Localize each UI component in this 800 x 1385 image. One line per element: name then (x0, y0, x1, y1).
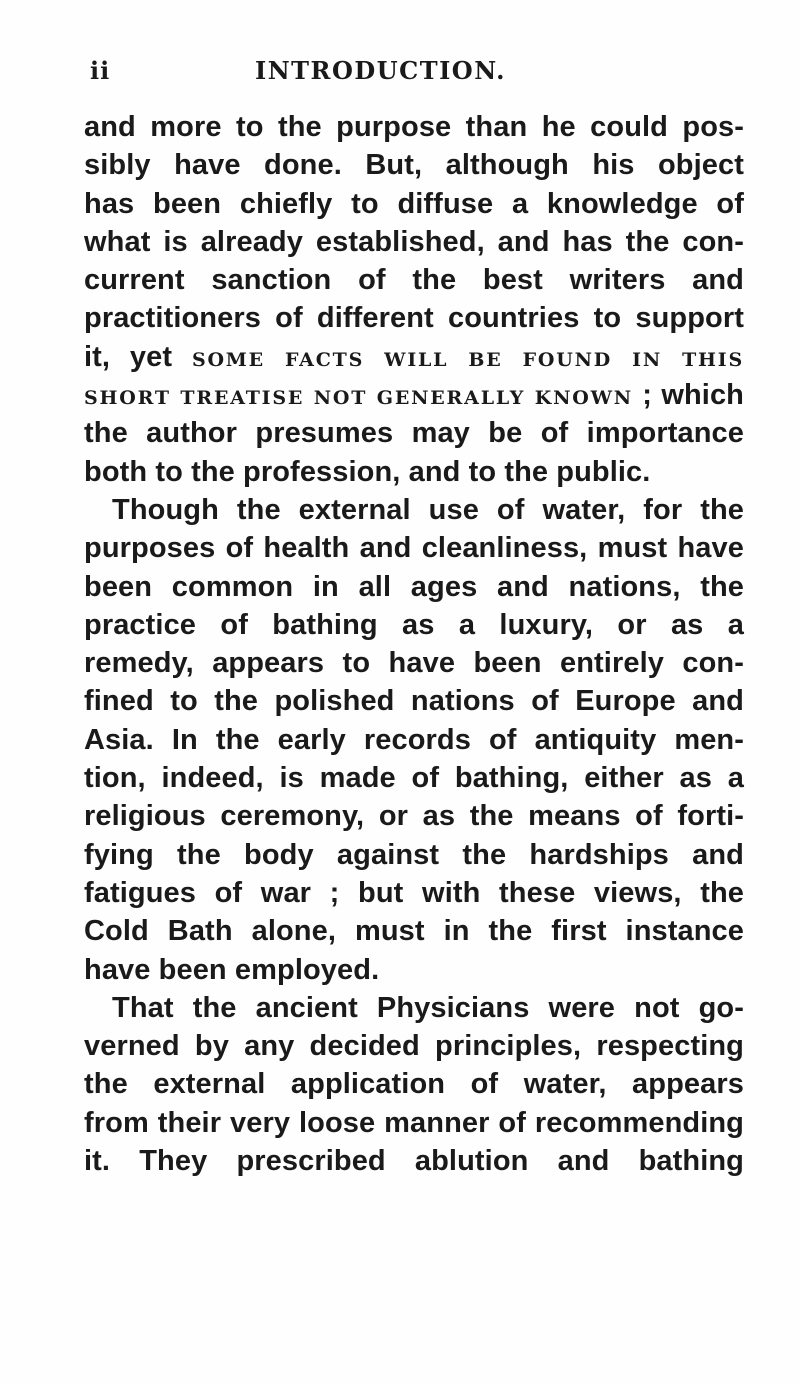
running-head (90, 56, 740, 92)
text-segment: ; which (632, 379, 744, 412)
text-line: tion, indeed, is made of bathing, either as a (84, 762, 744, 795)
text-line: practice of bathing as a luxury, or as a (84, 608, 744, 641)
text-line: been common in all ages and nations, the (84, 570, 744, 603)
text-line: remedy, appears to have been entirely con- (84, 647, 744, 680)
text-line: current sanction of the best writers and (84, 264, 744, 297)
body-text (84, 108, 744, 1180)
text-line: Cold Bath alone, must in the first instance (84, 915, 744, 948)
text-line: from their very loose manner of recommending (84, 1106, 744, 1139)
text-line: sibly have done. But, although his object (84, 149, 744, 182)
text-line: what is already established, and has the con- (84, 225, 744, 258)
running-title: INTRODUCTION. (255, 56, 506, 85)
text-line: has been chiefly to diffuse a knowledge of (84, 187, 744, 220)
text-line: verned by any decided principles, respecting (84, 1030, 744, 1063)
text-segment: it, yet (84, 340, 192, 373)
paragraph-end-line: have been employed. (84, 953, 380, 986)
paragraph-start-line: Though the external use of water, for the (112, 493, 744, 526)
small-caps-emphasis: SHORT TREATISE NOT GENERALLY KNOWN (84, 387, 633, 410)
text-line: fatigues of war ; but with these views, the (84, 876, 744, 909)
text-line (84, 338, 744, 376)
text-line: the external application of water, appears (84, 1068, 744, 1101)
paragraph-start-line: That the ancient Physicians were not go- (112, 991, 744, 1024)
text-line: religious ceremony, or as the means of forti- (84, 800, 744, 833)
text-line: fined to the polished nations of Europe and (84, 685, 744, 718)
text-line: fying the body against the hardships and (84, 838, 744, 871)
text-line: it. They prescribed ablution and bathing (84, 1145, 744, 1178)
page-number: ii (90, 56, 111, 85)
text-line: purposes of health and cleanliness, must have (84, 532, 744, 565)
small-caps-emphasis: SOME FACTS WILL BE FOUND IN THIS (191, 348, 744, 371)
text-line: practitioners of different countries to support (84, 302, 744, 335)
text-line (84, 376, 744, 414)
text-line: the author presumes may be of importance (84, 417, 744, 450)
text-line: and more to the purpose than he could pos- (84, 111, 744, 143)
text-line: Asia. In the early records of antiquity men- (84, 723, 744, 756)
paragraph-end-line: both to the profession, and to the public. (84, 455, 651, 488)
